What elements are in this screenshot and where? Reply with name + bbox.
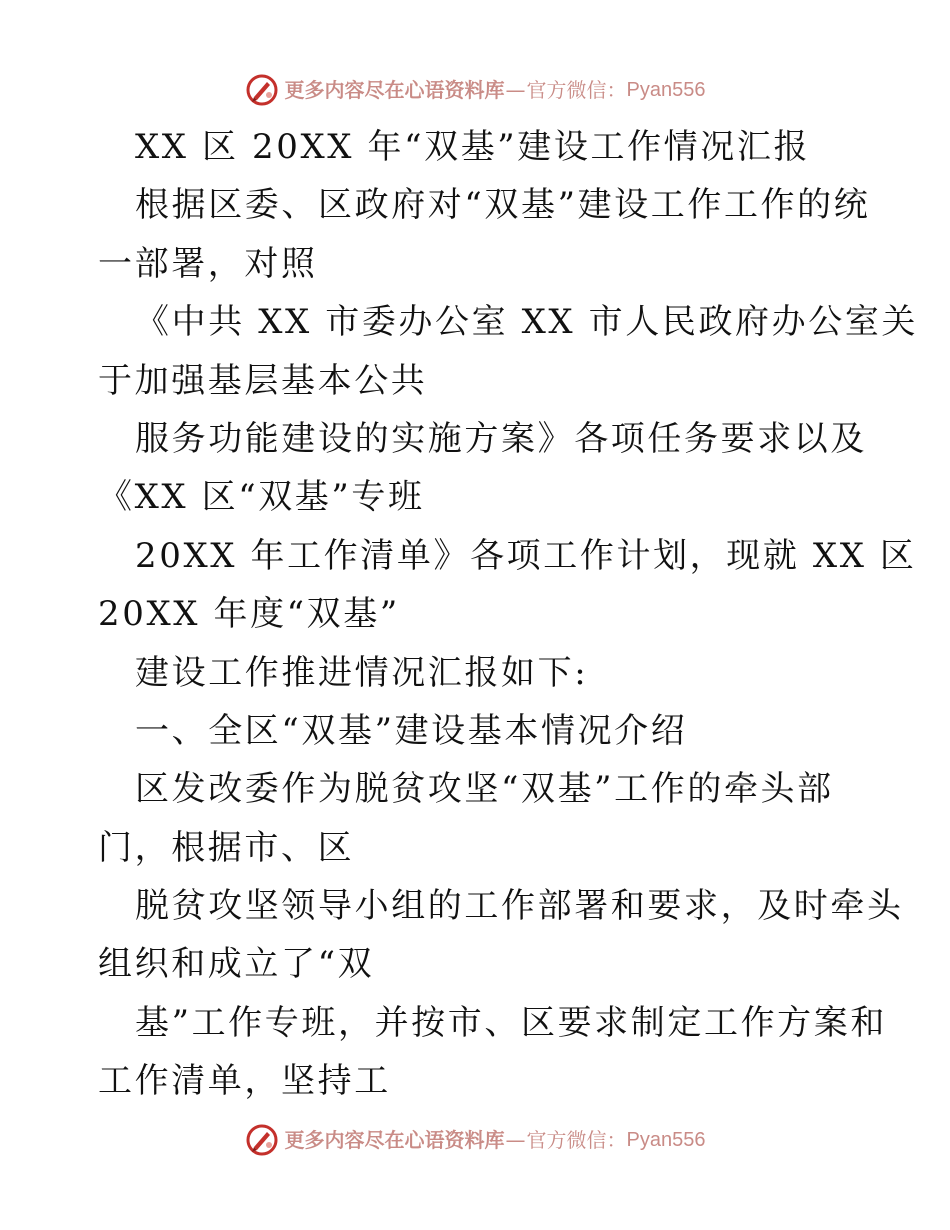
body-line: 建设工作推进情况汇报如下:: [135, 652, 589, 693]
body-line: 《中共 XX 市委办公室 XX 市人民政府办公室关: [135, 302, 919, 343]
watermark-wechat-id: Pyan556: [626, 1129, 706, 1151]
body-line: 脱贫攻坚领导小组的工作部署和要求，及时牵头: [135, 886, 904, 927]
body-line: 于加强基层基本公共: [98, 360, 428, 401]
header-watermark-banner: [0, 70, 950, 110]
body-line: 《XX 区“双基”专班: [98, 477, 425, 518]
footer-watermark-banner: [0, 1120, 950, 1160]
body-line: 基”工作专班，并按市、区要求制定工作方案和: [135, 1002, 887, 1043]
body-line: 根据区委、区政府对“双基”建设工作工作的统: [135, 185, 871, 226]
body-line: 组织和成立了“双: [98, 944, 375, 985]
body-line: 20XX 年度“双基”: [98, 594, 400, 635]
watermark-main-text: 更多内容尽在心语资料库: [284, 1128, 505, 1152]
watermark-text: [285, 80, 706, 100]
body-line: 工作清单，坚持工: [98, 1061, 391, 1102]
watermark-sub-text: 官方微信：: [526, 1128, 627, 1152]
watermark-text: [285, 1130, 706, 1150]
watermark-wechat-id: Pyan556: [626, 79, 706, 101]
body-line: 服务功能建设的实施方案》各项任务要求以及: [135, 418, 867, 459]
watermark-dash: —: [505, 1128, 526, 1152]
body-line: 一部署，对照: [98, 243, 318, 284]
library-logo-icon: [245, 73, 279, 107]
body-line: 20XX 年工作清单》各项工作计划，现就 XX 区: [135, 535, 917, 576]
body-line: 门，根据市、区: [98, 827, 355, 868]
section-heading: 一、全区“双基”建设基本情况介绍: [135, 710, 688, 751]
document-body: [98, 118, 919, 1111]
watermark-sub-text: 官方微信：: [526, 78, 627, 102]
library-logo-icon: [245, 1123, 279, 1157]
watermark-dash: —: [505, 78, 526, 102]
watermark-main-text: 更多内容尽在心语资料库: [284, 78, 505, 102]
body-line: 区发改委作为脱贫攻坚“双基”工作的牵头部: [135, 769, 834, 810]
document-title: XX 区 20XX 年“双基”建设工作情况汇报: [135, 127, 811, 167]
